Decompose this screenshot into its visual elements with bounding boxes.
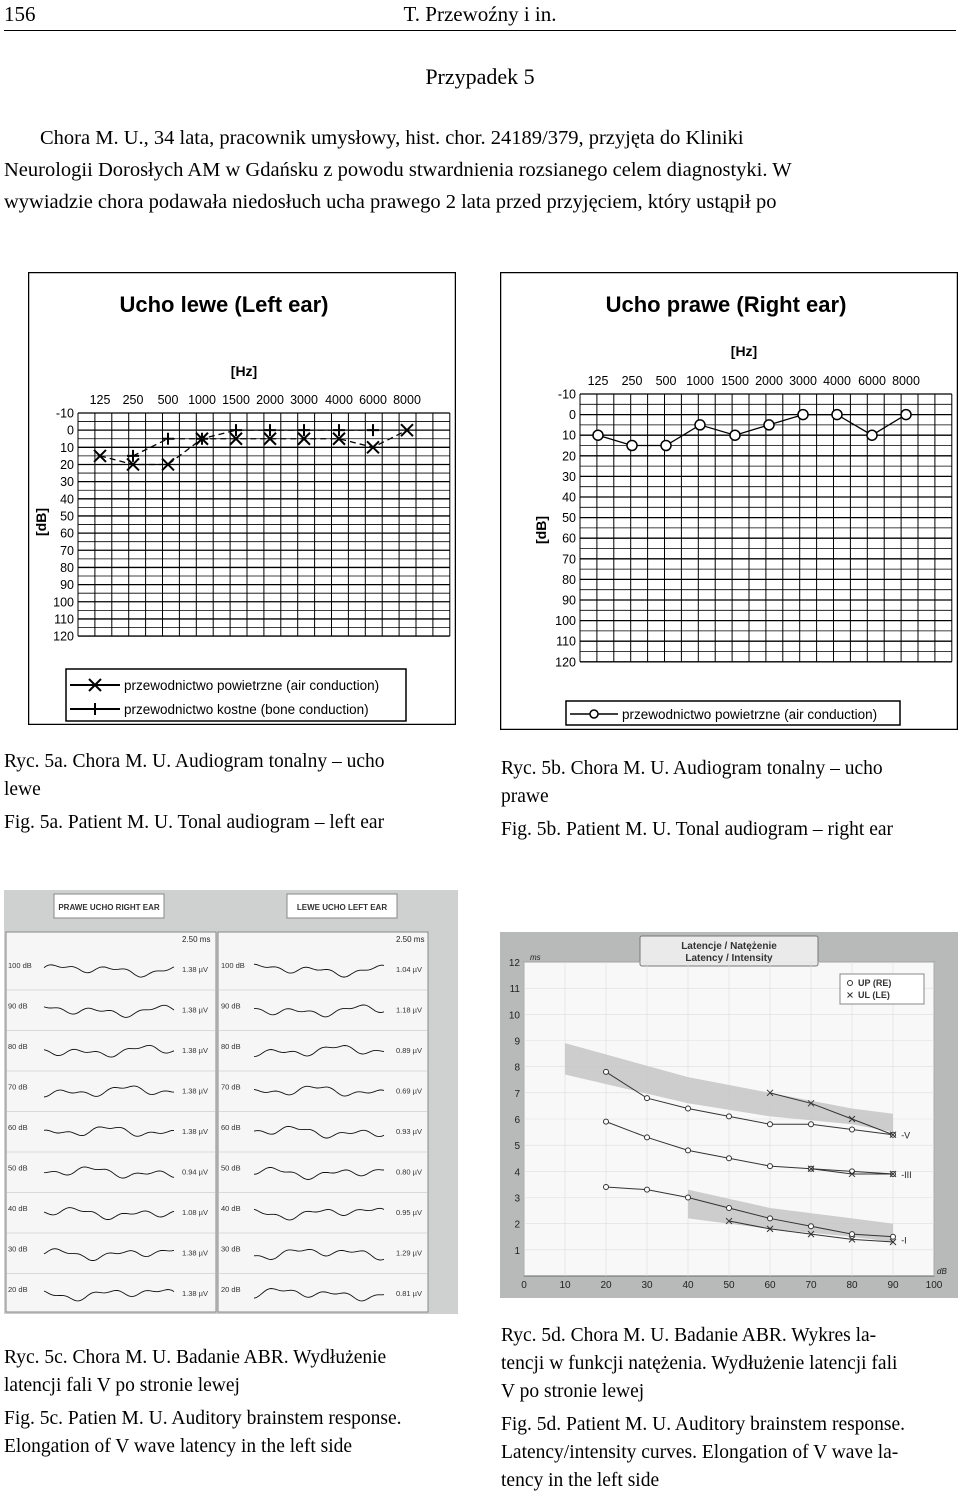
frequency-label: 125 — [89, 393, 111, 407]
db-label: 120 — [53, 629, 74, 644]
air-conduction-point — [593, 430, 603, 440]
right-ear-point — [727, 1205, 732, 1210]
intensity-label: 60 dB — [221, 1123, 241, 1132]
legend-air-label: przewodnictwo powietrzne (air conduction) — [124, 678, 380, 693]
caption-fig5c — [4, 1344, 460, 1461]
amplitude-label: 1.38 µV — [182, 1127, 209, 1136]
db-label: 40 — [60, 492, 74, 507]
intensity-label: 100 dB — [8, 961, 32, 970]
amplitude-label: 1.38 µV — [182, 1086, 209, 1096]
x-unit-label: [Hz] — [230, 363, 258, 379]
caption-pl: latencji fali V po stronie lewej — [4, 1375, 240, 1396]
intensity-label: 80 dB — [221, 1042, 241, 1051]
amplitude-label: 0.94 µV — [182, 1167, 209, 1177]
right-ear-point — [727, 1114, 732, 1119]
amplitude-label: 0.89 µV — [396, 1046, 423, 1055]
time-scale-right: 2.50 ms — [182, 935, 211, 944]
right-ear-point — [686, 1148, 691, 1153]
caption-en: tency in the left side — [501, 1470, 660, 1491]
db-label: 100 — [555, 614, 576, 629]
db-label: 10 — [562, 428, 576, 443]
audiogram-right-ear — [500, 272, 958, 730]
x-unit-label: [Hz] — [730, 343, 758, 359]
intensity-label: 50 dB — [8, 1163, 28, 1173]
intensity-label: 70 dB — [221, 1082, 241, 1092]
db-label: 90 — [60, 578, 74, 593]
amplitude-label: 1.38 µV — [182, 965, 209, 974]
db-label: 20 — [60, 457, 74, 472]
caption-en: Fig. 5b. Patient M. U. Tonal audiogram – right ear — [501, 819, 894, 840]
air-conduction-point — [764, 420, 774, 430]
amplitude-label: 1.38 µV — [182, 1289, 209, 1298]
db-label: 70 — [562, 552, 576, 567]
body-line: Neurologii Dorosłych AM w Gdańsku z powodu stwardnienia rozsianego celem diagnostyki. W — [4, 159, 792, 181]
y-tick-label: 11 — [509, 984, 520, 996]
x-tick-label: 10 — [559, 1280, 571, 1291]
db-label: 50 — [60, 509, 74, 524]
right-ear-point — [604, 1119, 609, 1124]
x-tick-label: 30 — [641, 1280, 653, 1291]
latency-intensity-chart — [500, 932, 958, 1298]
right-ear-point — [727, 1156, 732, 1161]
frequency-label: 1000 — [188, 393, 216, 407]
frequency-label: 6000 — [359, 393, 387, 407]
caption-pl: Ryc. 5d. Chora M. U. Badanie ABR. Wykres la- — [501, 1325, 877, 1346]
frequency-label: 125 — [587, 374, 609, 388]
caption-pl: tencji w funkcji natężenia. Wydłużenie latencji fali — [501, 1353, 898, 1374]
db-label: -10 — [557, 387, 576, 402]
frequency-labels — [90, 393, 421, 407]
air-conduction-point — [695, 420, 705, 430]
amplitude-label: 1.04 µV — [396, 965, 423, 974]
caption-pl: V po stronie lewej — [501, 1381, 645, 1402]
body-paragraph — [4, 122, 956, 218]
y-tick-label: 4 — [514, 1167, 520, 1179]
time-scale-left: 2.50 ms — [396, 935, 425, 944]
intensity-label: 90 dB — [221, 1001, 241, 1011]
y-unit-label: [dB] — [33, 508, 49, 536]
db-label: 90 — [562, 593, 576, 608]
air-conduction-point — [798, 410, 808, 420]
amplitude-label: 1.18 µV — [396, 1005, 423, 1015]
right-ear-point — [686, 1195, 691, 1200]
intensity-label: 70 dB — [8, 1082, 28, 1092]
caption-fig5b — [501, 755, 957, 844]
right-ear-point — [645, 1096, 650, 1101]
caption-fig5a — [4, 748, 460, 837]
legend-air-label: przewodnictwo powietrzne (air conduction) — [622, 707, 878, 722]
db-label: 0 — [569, 408, 576, 423]
amplitude-label: 0.93 µV — [396, 1127, 423, 1136]
frequency-label: 2000 — [755, 374, 783, 388]
db-label: 100 — [53, 595, 74, 610]
caption-en: Latency/intensity curves. Elongation of V wave la- — [501, 1442, 899, 1463]
db-label: 70 — [60, 543, 74, 558]
right-ear-point — [850, 1169, 855, 1174]
caption-en: Elongation of V wave latency in the left side — [4, 1436, 353, 1457]
wave-label: -I — [901, 1235, 907, 1246]
case-title: Przypadek 5 — [425, 64, 535, 89]
db-label: 60 — [60, 526, 74, 541]
left-ear-label: LEWE UCHO LEFT EAR — [296, 903, 388, 912]
x-tick-label: 50 — [723, 1280, 735, 1291]
amplitude-label: 0.81 µV — [396, 1289, 423, 1298]
air-conduction-point — [867, 430, 877, 440]
air-conduction-point — [832, 410, 842, 420]
right-ear-point — [768, 1216, 773, 1221]
amplitude-label: 1.38 µV — [182, 1046, 209, 1055]
x-tick-label: 40 — [682, 1280, 694, 1291]
air-conduction-point — [627, 441, 637, 451]
figure-title: Ucho prawe (Right ear) — [605, 292, 847, 317]
amplitude-label: 1.08 µV — [182, 1208, 209, 1217]
caption-en: Fig. 5a. Patient M. U. Tonal audiogram – left ear — [4, 812, 385, 833]
intensity-label: 40 dB — [221, 1204, 241, 1213]
x-unit: dB — [937, 1267, 947, 1276]
right-ear-point — [809, 1224, 814, 1229]
y-tick-label: 3 — [514, 1193, 520, 1205]
intensity-label: 20 dB — [221, 1285, 241, 1294]
chart-title: Latencje / Natężenie — [681, 941, 777, 952]
legend-bone-label: przewodnictwo kostne (bone conduction) — [124, 702, 369, 717]
y-tick-label: 12 — [508, 958, 520, 969]
y-tick-label: 6 — [514, 1115, 520, 1126]
db-label: 60 — [562, 531, 576, 546]
amplitude-label: 1.29 µV — [396, 1248, 423, 1258]
db-label: 120 — [555, 655, 576, 670]
circle-marker-icon — [590, 710, 598, 718]
legend-re: UP (RE) — [858, 978, 892, 988]
x-tick-label: 60 — [764, 1280, 776, 1291]
page-number: 156 — [4, 2, 36, 26]
db-label: 40 — [562, 490, 576, 505]
right-ear-point — [891, 1234, 896, 1239]
x-tick-label: 100 — [925, 1280, 943, 1291]
y-tick-label: 7 — [514, 1088, 520, 1100]
db-label: 110 — [556, 634, 576, 649]
amplitude-label: 0.80 µV — [396, 1167, 423, 1177]
caption-fig5d — [501, 1322, 957, 1494]
abr-waveforms — [4, 890, 458, 1314]
right-ear-point — [850, 1232, 855, 1237]
frequency-label: 1500 — [222, 393, 250, 407]
frequency-label: 3000 — [789, 374, 817, 388]
y-tick-label: 2 — [514, 1219, 520, 1231]
figure-title: Ucho lewe (Left ear) — [119, 292, 329, 317]
db-label: 30 — [562, 469, 576, 484]
air-conduction-point — [730, 430, 740, 440]
y-unit: ms — [530, 953, 541, 962]
amplitude-label: 1.38 µV — [182, 1248, 209, 1258]
circle-marker-icon — [848, 981, 853, 986]
x-tick-label: 20 — [600, 1280, 612, 1291]
right-ear-point — [604, 1185, 609, 1190]
intensity-label: 80 dB — [8, 1042, 28, 1051]
amplitude-label: 0.69 µV — [396, 1086, 423, 1096]
wave-label: -III — [901, 1169, 912, 1180]
intensity-label: 100 dB — [221, 961, 245, 970]
db-label: 50 — [562, 511, 576, 526]
db-label: 80 — [562, 572, 576, 587]
y-unit-label: [dB] — [533, 516, 549, 544]
intensity-label: 30 dB — [221, 1244, 241, 1254]
amplitude-label: 1.38 µV — [182, 1005, 209, 1015]
body-line: Chora M. U., 34 lata, pracownik umysłowy, hist. chor. 24189/379, przyjęta do Kliniki — [40, 127, 744, 149]
frequency-label: 4000 — [325, 393, 353, 407]
frequency-label: 500 — [655, 374, 677, 388]
y-tick-label: 10 — [508, 1010, 520, 1022]
caption-en: Fig. 5d. Patient M. U. Auditory brainstem response. — [501, 1414, 906, 1435]
x-tick-label: 70 — [805, 1280, 817, 1291]
x-tick-label: 80 — [846, 1280, 858, 1291]
air-conduction-point — [901, 410, 911, 420]
caption-pl: Ryc. 5c. Chora M. U. Badanie ABR. Wydłużenie — [4, 1347, 387, 1368]
right-ear-point — [645, 1187, 650, 1192]
frequency-label: 250 — [621, 374, 643, 388]
db-label: 0 — [67, 423, 74, 438]
chart-subtitle: Latency / Intensity — [685, 953, 773, 964]
y-tick-label: 9 — [514, 1036, 520, 1048]
db-label: 20 — [562, 449, 576, 464]
caption-pl: Ryc. 5b. Chora M. U. Audiogram tonalny – ucho — [501, 758, 883, 779]
intensity-label: 20 dB — [8, 1285, 28, 1294]
right-ear-point — [850, 1127, 855, 1132]
right-ear-point — [809, 1122, 814, 1127]
y-tick-label: 5 — [514, 1141, 520, 1153]
frequency-label: 1500 — [721, 374, 749, 388]
caption-pl: prawe — [501, 786, 549, 807]
frequency-label: 6000 — [858, 374, 886, 388]
frequency-label: 1000 — [686, 374, 714, 388]
intensity-label: 50 dB — [221, 1163, 241, 1173]
caption-en: Fig. 5c. Patien M. U. Auditory brainstem response. — [4, 1408, 402, 1429]
header-rule — [4, 30, 956, 31]
x-tick-label: 0 — [521, 1280, 527, 1291]
x-tick-label: 90 — [887, 1280, 899, 1291]
air-conduction-point — [661, 441, 671, 451]
db-label: 10 — [60, 440, 74, 455]
right-ear-point — [768, 1164, 773, 1169]
y-tick-label: 1 — [514, 1245, 520, 1257]
intensity-label: 30 dB — [8, 1244, 28, 1254]
y-tick-label: 8 — [514, 1062, 520, 1074]
body-line: wywiadzie chora podawała niedosłuch ucha prawego 2 lata przed przyjęciem, który ustąpił po — [4, 191, 777, 213]
right-ear-label: PRAWE UCHO RIGHT EAR — [58, 903, 160, 912]
frequency-label: 500 — [157, 393, 179, 407]
amplitude-label: 0.95 µV — [396, 1208, 423, 1217]
intensity-label: 40 dB — [8, 1204, 28, 1213]
db-label: 110 — [54, 612, 74, 627]
caption-pl: lewe — [4, 779, 41, 800]
right-ear-point — [645, 1135, 650, 1140]
frequency-label: 2000 — [256, 393, 284, 407]
audiogram-left-ear — [28, 272, 456, 725]
running-title: T. Przewoźny i in. — [403, 2, 557, 26]
wave-label: -V — [901, 1130, 911, 1141]
frequency-label: 250 — [122, 393, 144, 407]
frequency-label: 8000 — [892, 374, 920, 388]
frequency-label: 3000 — [290, 393, 318, 407]
db-label: -10 — [55, 406, 74, 421]
caption-pl: Ryc. 5a. Chora M. U. Audiogram tonalny – ucho — [4, 751, 385, 772]
right-ear-point — [686, 1106, 691, 1111]
intensity-label: 60 dB — [8, 1123, 28, 1132]
db-label: 80 — [60, 560, 74, 575]
intensity-label: 90 dB — [8, 1001, 28, 1011]
frequency-label: 4000 — [823, 374, 851, 388]
legend-le: UL (LE) — [858, 990, 890, 1000]
right-ear-point — [768, 1122, 773, 1127]
right-ear-point — [604, 1069, 609, 1074]
db-label: 30 — [60, 475, 74, 490]
frequency-label: 8000 — [393, 393, 421, 407]
